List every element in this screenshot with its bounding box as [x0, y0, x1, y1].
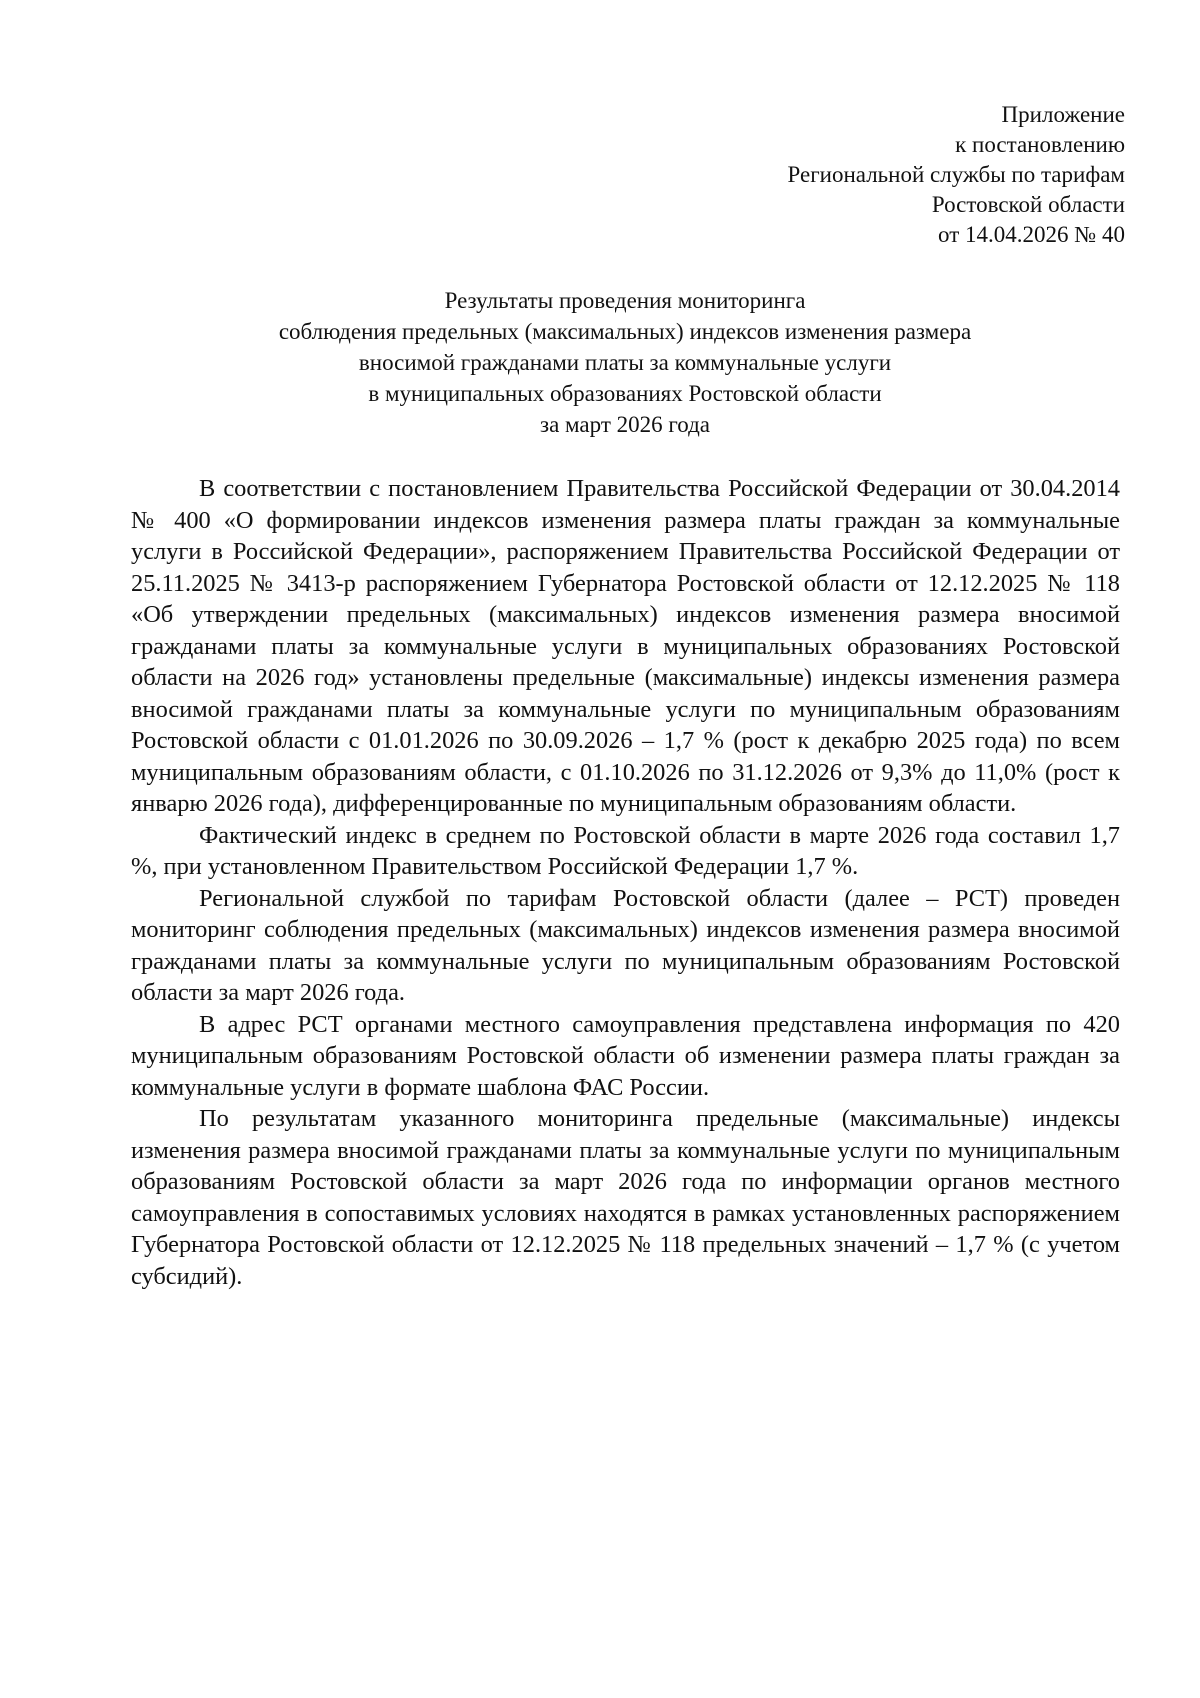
appendix-line-4: Ростовской области — [931, 192, 1125, 217]
title-line-5: за март 2026 года — [539, 412, 710, 437]
document-body — [131, 473, 1120, 1292]
appendix-header — [525, 100, 1125, 250]
paragraph-information: В адрес РСТ органами местного самоуправления представлена информация по 420 муниципальным образованиям Ростовской области об изменении размера платы граждан за коммунальные услуги в формате шаблона ФАС России. — [131, 1010, 1120, 1101]
document-title — [130, 285, 1120, 440]
appendix-line-5: от 14.04.2026 № 40 — [938, 222, 1125, 247]
paragraph-monitoring: Региональной службой по тарифам Ростовской области (далее – РСТ) проведен мониторинг соблюдения предельных (максимальных) индексов изменения размера вносимой гражданами платы за коммунальные услуги по муниципальным образованиям Ростовской области за март 2026 года. — [131, 884, 1120, 1006]
paragraph-actual-index: Фактический индекс в среднем по Ростовской области в марте 2026 года составил 1,7 %, при установленном Правительством Российской Федерации 1,7 %. — [131, 821, 1120, 880]
title-line-1: Результаты проведения мониторинга — [444, 288, 806, 313]
title-line-4: в муниципальных образованиях Ростовской области — [368, 381, 882, 406]
appendix-line-2: к постановлению — [955, 132, 1125, 157]
appendix-line-3: Региональной службы по тарифам — [787, 162, 1125, 187]
title-line-3: вносимой гражданами платы за коммунальные услуги — [358, 350, 892, 375]
paragraph-results: По результатам указанного мониторинга предельные (максимальные) индексы изменения размера вносимой гражданами платы за коммунальные услуги по муниципальным образованиям Ростовской области за март 2026 года по информации органов местного самоуправления в сопоставимых условиях находятся в рамках установленных распоряжением Губернатора Ростовской области от 12.12.2025 № 118 предельных значений – 1,7 % (с учетом субсидий). — [131, 1105, 1120, 1290]
paragraph-legal-basis: В соответствии с постановлением Правительства Российской Федерации от 30.04.2014 № 400 «О формировании индексов изменения размера платы граждан за коммунальные услуги в Российской Федерации», распоряжением Правительства Российской Федерации от 25.11.2025 № 3413-р распоряжением Губернатора Ростовской области от 12.12.2025 № 118 «Об утверждении предельных (максимальных) индексов изменения размера вносимой гражданами платы за коммунальные услуги в муниципальных образованиях Ростовской области на 2026 год» установлены предельные (максимальные) индексы изменения размера вносимой гражданами платы за коммунальные услуги по муниципальным образованиям Ростовской области с 01.01.2026 по 30.09.2026 – 1,7 % (рост к декабрю 2025 года) по всем муниципальным образованиям области, с 01.10.2026 по 31.12.2026 от 9,3% до 11,0% (рост к январю 2026 года), дифференцированные по муниципальным образованиям области. — [131, 475, 1120, 817]
appendix-line-1: Приложение — [1001, 102, 1125, 127]
title-line-2: соблюдения предельных (максимальных) индексов изменения размера — [278, 319, 972, 344]
